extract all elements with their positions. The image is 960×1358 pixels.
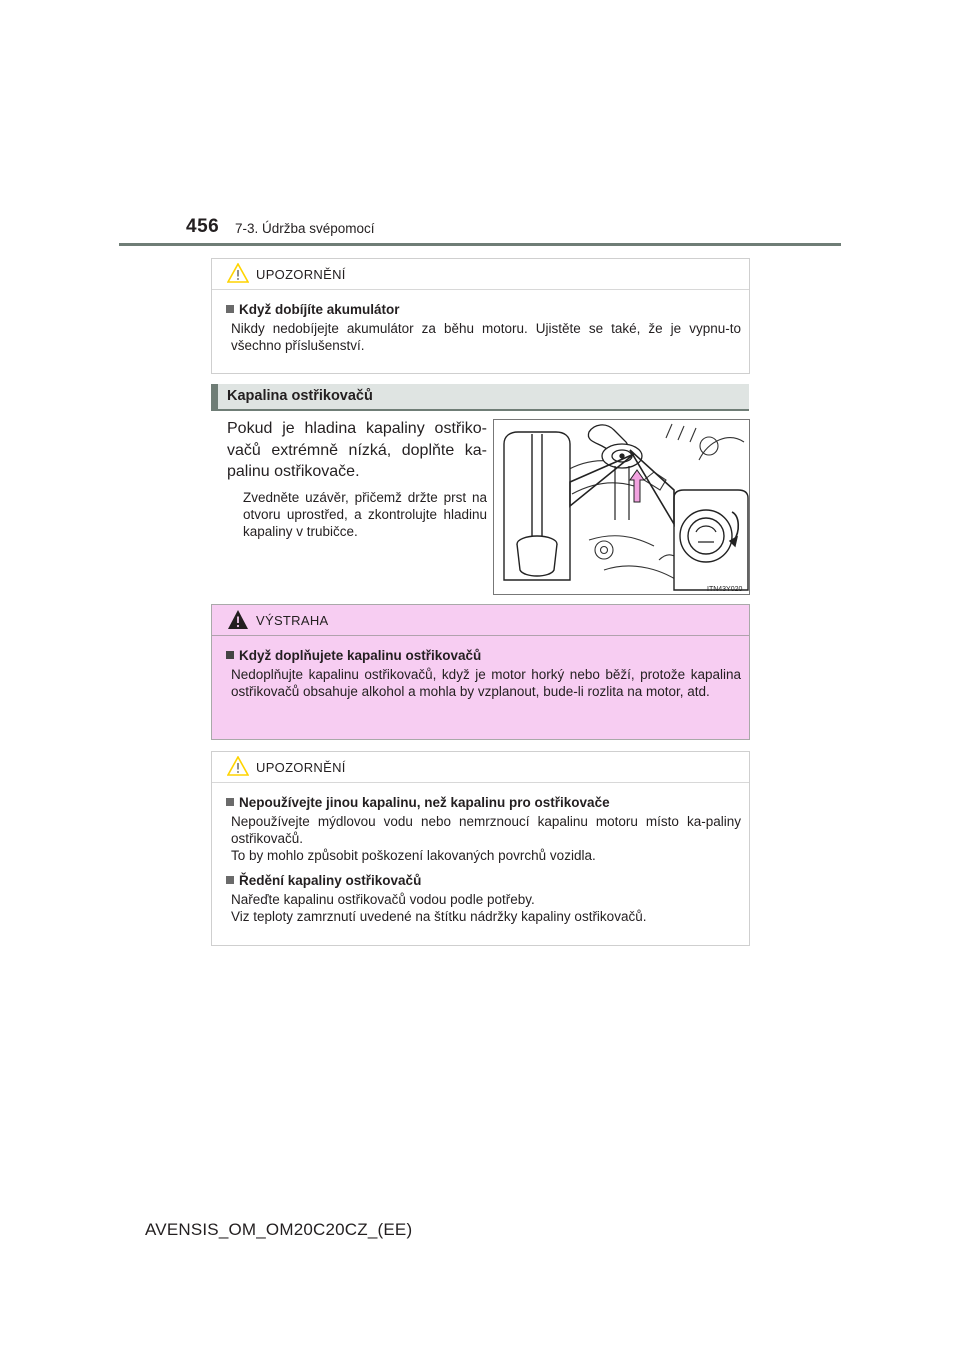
section-heading: 7-3. Údržba svépomocí — [235, 221, 375, 236]
caution-box-1 — [211, 258, 750, 374]
washer-fluid-illustration — [493, 419, 750, 595]
caution-item-body: Nařeďte kapalinu ostřikovačů vodou podle potřeby. Viz teploty zamrznutí uvedené na štítku nádržky kapaliny ostřikovačů. — [231, 892, 647, 924]
caution-triangle-icon — [227, 756, 249, 776]
footer-code: AVENSIS_OM_OM20C20CZ_(EE) — [145, 1220, 413, 1239]
caution-header — [212, 259, 749, 290]
caution-label: UPOZORNĚNÍ — [256, 760, 346, 775]
caution-item — [226, 302, 739, 354]
caution-item-body: Nikdy nedobíjejte akumulátor za běhu motoru. Ujistěte se také, že je vypnu-to všechno příslušenství. — [231, 321, 741, 353]
warning-triangle-icon — [227, 609, 249, 630]
warning-box — [211, 604, 750, 740]
warning-item — [226, 648, 739, 700]
section-title: Kapalina ostřikovačů — [227, 388, 373, 404]
figure-code: ITN43Y020 — [707, 586, 743, 593]
square-bullet-icon — [226, 305, 234, 313]
caution-item-body: Nepoužívejte mýdlovou vodu nebo nemrznoucí kapalinu motoru místo ka-paliny ostřikovačů. To by mohlo způsobit poškození lakovaných povrchů vozidla. — [231, 814, 741, 863]
square-bullet-icon — [226, 876, 234, 884]
caution-item-title: Ředění kapaliny ostřikovačů — [226, 873, 739, 888]
caution-triangle-icon — [227, 263, 249, 283]
square-bullet-icon — [226, 651, 234, 659]
washer-reservoir-drawing-icon — [494, 420, 749, 594]
warning-header — [212, 605, 749, 636]
section-underline — [211, 409, 749, 411]
warning-item-title: Když doplňujete kapalinu ostřikovačů — [226, 648, 739, 663]
intro-text: Pokud je hladina kapaliny ostřiko-vačů extrémně nízká, doplňte ka-palinu ostřikovače. — [227, 420, 487, 480]
caution-label: UPOZORNĚNÍ — [256, 267, 346, 282]
caution-item-title: Nepoužívejte jinou kapalinu, než kapalinu pro ostřikovače — [226, 795, 739, 810]
section-title-bar — [211, 384, 749, 410]
square-bullet-icon — [226, 798, 234, 806]
caution-item — [226, 795, 739, 864]
caution-box-2 — [211, 751, 750, 946]
warning-item-body: Nedoplňujte kapalinu ostřikovačů, když je motor horký nebo běží, protože kapalina ostřikovačů obsahuje alkohol a mohla by vzplanout, bude-li rozlita na motor, atd. — [231, 667, 741, 699]
header-divider — [119, 243, 841, 246]
caution-item — [226, 873, 739, 925]
page-number: 456 — [186, 216, 220, 237]
caution-header — [212, 752, 749, 783]
step-text: Zvedněte uzávěr, přičemž držte prst na otvoru uprostřed, a zkontrolujte hladinu kapaliny v trubičce. — [243, 490, 487, 539]
warning-label: VÝSTRAHA — [256, 613, 329, 628]
caution-item-title: Když dobíjíte akumulátor — [226, 302, 739, 317]
